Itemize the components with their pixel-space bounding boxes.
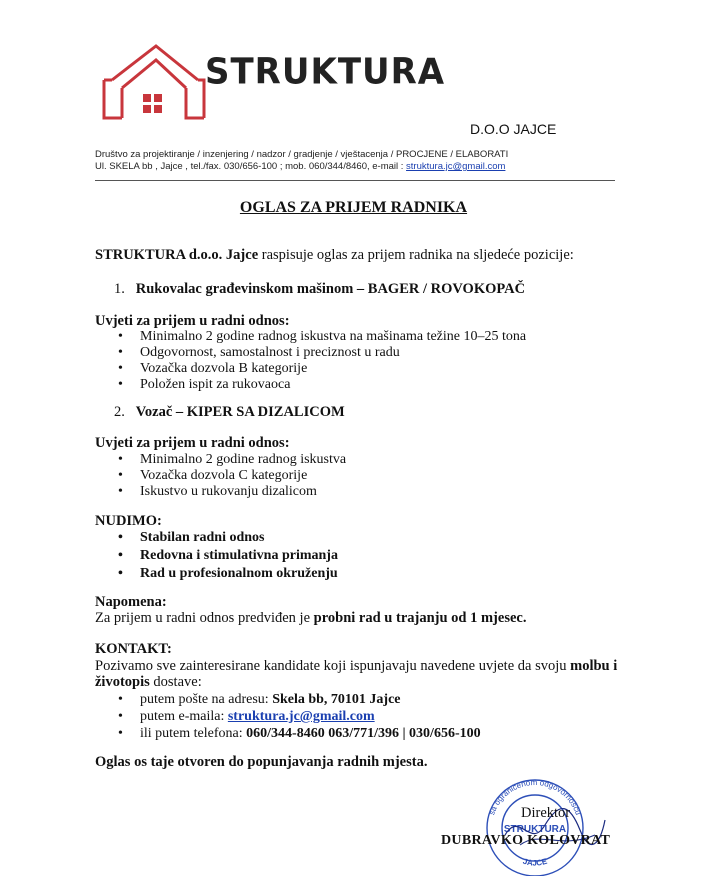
company-logo [100, 42, 210, 122]
list-item: • Položen ispit za rukovaoca [114, 377, 526, 393]
position-1-conditions-heading: Uvjeti za prijem u radni odnos: [95, 313, 290, 329]
contact-email-item: • putem e-maila: struktura.jc@gmail.com [114, 708, 481, 725]
header-email-link[interactable]: struktura.jc@gmail.com [406, 161, 506, 172]
contact-email-link[interactable]: struktura.jc@gmail.com [227, 709, 375, 724]
contact-text-line2: životopis dostave: [95, 674, 202, 690]
list-item: • Rad u profesionalnom okruženju [114, 565, 338, 583]
intro-text: STRUKTURA d.o.o. Jajce raspisuje oglas za prijem radnika na sljedeće pozicije: [95, 247, 574, 263]
legal-form: D.O.O JAJCE [470, 121, 557, 137]
signature-role: Direktor [521, 805, 571, 821]
list-item: • Vozačka dozvola B kategorije [114, 361, 526, 377]
header-divider [95, 180, 615, 181]
stamp-arc-top: sa ograničenom odgovornošću [487, 778, 583, 817]
contact-text-line1: Pozivamo sve zainteresirane kandidate koji ispunjavaju navedene uvjete da svoju molbu i [95, 658, 618, 674]
list-item: • Odgovornost, samostalnost i preciznost u radu [114, 345, 526, 361]
closing-text: Oglas os taje otvoren do popunjavanja radnih mjesta. [95, 754, 428, 770]
list-item: • Iskustvo u rukovanju dizalicom [114, 484, 346, 500]
list-item: • Stabilan radni odnos [114, 529, 338, 547]
company-info-line2: Ul. SKELA bb , Jajce , tel./fax. 030/656-100 ; mob. 060/344/8460, e-mail : struktura.jc@gmail.com [95, 161, 506, 172]
logo-text: STRUKTURA [205, 51, 446, 93]
page-title: OGLAS ZA PRIJEM RADNIKA [239, 199, 468, 216]
position-2-title: 2. Vozač – KIPER SA DIZALICOM [114, 404, 345, 420]
company-info-line1: Društvo za projektiranje / inzenjering / nadzor / gradjenje / vještacenja / PROCJENE / ELABORATI [95, 149, 509, 160]
position-1-title: 1. Rukovalac građevinskom mašinom – BAGER / ROVOKOPAČ [114, 281, 526, 297]
position-2-conditions [114, 452, 346, 500]
contact-phone-item: • ili putem telefona: 060/344-8460 063/771/396 | 030/656-100 [114, 725, 481, 742]
list-item: • Redovna i stimulativna primanja [114, 547, 338, 565]
offer-list [114, 529, 338, 583]
note-text: Za prijem u radni odnos predviđen je probni rad u trajanju od 1 mjesec. [95, 610, 527, 626]
stamp-center: STRUKTURA [503, 824, 567, 835]
contact-list [114, 691, 481, 742]
signature-name: DUBRAVKO KOLOVRAT [441, 833, 611, 848]
list-item: • Minimalno 2 godine radnog iskustva [114, 452, 346, 468]
contact-heading: KONTAKT: [95, 641, 172, 657]
list-item: • Minimalno 2 godine radnog iskustva na mašinama težine 10–25 tona [114, 329, 526, 345]
list-item: • Vozačka dozvola C kategorije [114, 468, 346, 484]
contact-mail-item: • putem pošte na adresu: Skela bb, 70101 Jajce [114, 691, 481, 708]
stamp-arc-bottom: JAJCE [521, 856, 549, 868]
note-heading: Napomena: [95, 594, 167, 610]
position-1-conditions [114, 329, 526, 393]
offer-heading: NUDIMO: [95, 513, 162, 529]
position-2-conditions-heading: Uvjeti za prijem u radni odnos: [95, 435, 290, 451]
